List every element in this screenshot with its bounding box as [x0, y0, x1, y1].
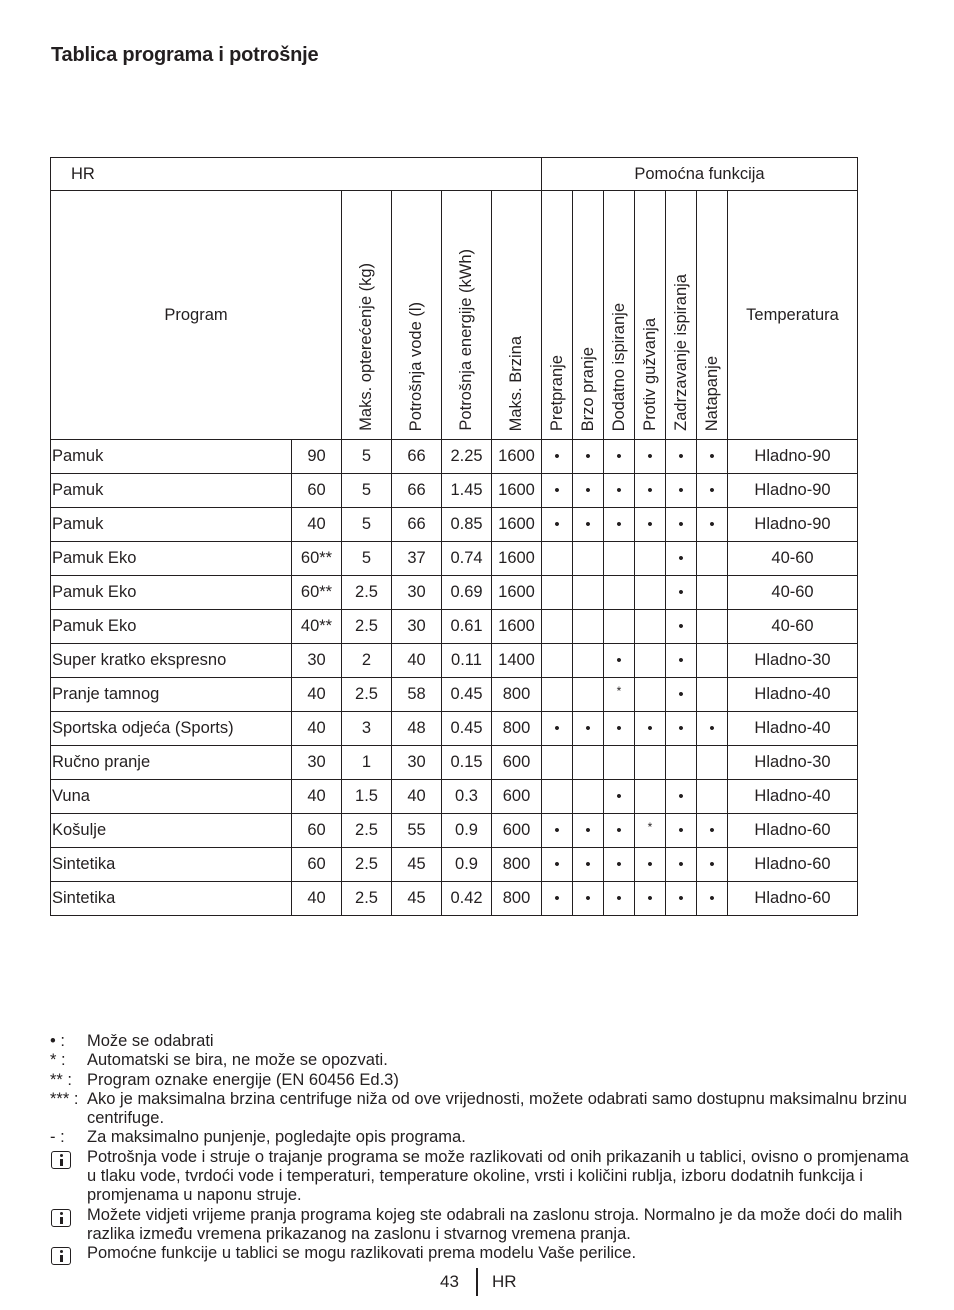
aux-function-cell [697, 576, 728, 610]
temperature-range-cell: Hladno-90 [728, 440, 858, 474]
aux-function-cell [604, 440, 635, 474]
page-title: Tablica programa i potrošnje [51, 44, 319, 66]
note-text: Pomoćne funkcije u tablici se mogu razlikovati prema modelu Vaše perilice. [87, 1244, 637, 1263]
selectable-mark: • [554, 448, 560, 465]
program-name-cell: Košulje [51, 814, 292, 848]
aux-function-cell [635, 474, 666, 508]
selectable-mark: • [678, 550, 684, 567]
aux-function-cell [635, 576, 666, 610]
note-text: Za maksimalno punjenje, pogledajte opis programa. [87, 1128, 466, 1147]
selectable-mark: • [554, 890, 560, 907]
selectable-mark: • [678, 448, 684, 465]
selectable-mark: • [585, 822, 591, 839]
energy-cell: 0.9 [442, 814, 492, 848]
aux-function-cell [542, 542, 573, 576]
note-marker: ** : [50, 1070, 73, 1089]
note-text: Potrošnja vode i struje o trajanje programa se može razlikovati od onih prikazanih u tablici, ovisno o promjenama u tlaku vode, tvrdoći vode i temperaturi, temperature okoline, vrsti i količini rublja, izboru dodatnih funkcija i promjenama u naponu struje. [87, 1147, 909, 1205]
water-cell: 66 [392, 440, 442, 474]
selectable-mark: • [709, 720, 715, 737]
temperature-range-cell: Hladno-30 [728, 746, 858, 780]
legend-note [50, 1128, 910, 1147]
quick-wash-header: Brzo pranje [578, 346, 597, 431]
water-cell: 30 [392, 576, 442, 610]
water-cell: 48 [392, 712, 442, 746]
max-load-cell: 1 [342, 746, 392, 780]
selectable-mark: • [678, 788, 684, 805]
aux-function-cell [604, 780, 635, 814]
aux-function-header: Pomoćna funkcija [542, 158, 858, 191]
aux-function-cell [604, 848, 635, 882]
aux-function-cell [635, 848, 666, 882]
table-row [51, 508, 858, 542]
table-row [51, 746, 858, 780]
energy-cell: 0.61 [442, 610, 492, 644]
aux-function-cell [573, 610, 604, 644]
selectable-mark: • [616, 890, 622, 907]
aux-function-cell [542, 848, 573, 882]
max-load-cell: 5 [342, 542, 392, 576]
aux-function-cell [542, 610, 573, 644]
aux-function-cell [635, 678, 666, 712]
aux-function-cell [697, 644, 728, 678]
note-icon-slot [50, 1206, 87, 1245]
selectable-mark: • [647, 720, 653, 737]
max-load-cell: 2.5 [342, 814, 392, 848]
aux-function-cell [635, 440, 666, 474]
speed-cell: 600 [492, 746, 542, 780]
program-temp-cell: 40 [292, 780, 342, 814]
temperature-range-cell: Hladno-90 [728, 508, 858, 542]
aux-function-cell [666, 508, 697, 542]
aux-function-cell [542, 814, 573, 848]
legend-note [50, 1206, 910, 1245]
note-marker: • : [50, 1032, 65, 1050]
selectable-mark: • [616, 720, 622, 737]
speed-cell: 600 [492, 814, 542, 848]
speed-cell: 1600 [492, 610, 542, 644]
program-name-cell: Pamuk [51, 474, 292, 508]
water-cell: 45 [392, 882, 442, 916]
max-load-cell: 5 [342, 508, 392, 542]
program-name-cell: Pamuk Eko [51, 576, 292, 610]
max-load-header: Maks. opterećenje (kg) [357, 263, 375, 431]
selectable-mark: • [709, 890, 715, 907]
selectable-mark: • [678, 618, 684, 635]
aux-function-cell [542, 440, 573, 474]
table-row [51, 882, 858, 916]
speed-cell: 800 [492, 678, 542, 712]
selectable-mark: • [678, 856, 684, 873]
selectable-mark: • [554, 516, 560, 533]
energy-cell: 0.42 [442, 882, 492, 916]
note-text: Možete vidjeti vrijeme pranja programa kojeg ste odabrali na zaslonu stroja. Normalno je da može doći do malih razlika između vremena prikazanog na zaslonu i stvarnog vremena pranja. [87, 1205, 903, 1243]
selectable-mark: • [616, 482, 622, 499]
aux-function-cell [666, 610, 697, 644]
aux-function-cell [573, 576, 604, 610]
aux-function-cell [542, 508, 573, 542]
table-row [51, 576, 858, 610]
max-speed-header: Maks. Brzina [507, 335, 525, 431]
info-icon [51, 1209, 71, 1227]
speed-cell: 1600 [492, 508, 542, 542]
table-row [51, 814, 858, 848]
selectable-mark: • [709, 448, 715, 465]
aux-function-cell [635, 610, 666, 644]
max-load-cell: 3 [342, 712, 392, 746]
program-name-cell: Sintetika [51, 848, 292, 882]
water-cell: 30 [392, 610, 442, 644]
selectable-mark: • [585, 856, 591, 873]
aux-function-cell [697, 610, 728, 644]
aux-function-cell [542, 780, 573, 814]
selectable-mark: • [678, 516, 684, 533]
aux-function-cell [604, 712, 635, 746]
aux-function-cell [697, 712, 728, 746]
temperature-range-cell: Hladno-60 [728, 882, 858, 916]
max-load-cell: 2.5 [342, 576, 392, 610]
selectable-mark: • [585, 482, 591, 499]
selectable-mark: • [678, 652, 684, 669]
temperature-range-cell: Hladno-60 [728, 814, 858, 848]
selectable-mark: • [709, 822, 715, 839]
selectable-mark: • [647, 448, 653, 465]
program-header: Program [51, 191, 342, 440]
program-temp-cell: 90 [292, 440, 342, 474]
selectable-mark: • [647, 516, 653, 533]
note-text: Automatski se bira, ne može se opozvati. [87, 1051, 388, 1070]
program-name-cell: Pamuk Eko [51, 542, 292, 576]
aux-function-cell [573, 542, 604, 576]
note-marker: * : [50, 1051, 66, 1070]
program-temp-cell: 60 [292, 474, 342, 508]
prewash-header: Pretpranje [547, 354, 566, 431]
aux-function-cell [697, 474, 728, 508]
program-temp-cell: 60 [292, 814, 342, 848]
legend-note [50, 1051, 910, 1070]
program-name-cell: Ručno pranje [51, 746, 292, 780]
water-cell: 40 [392, 644, 442, 678]
selectable-mark: • [709, 482, 715, 499]
aux-function-cell [573, 712, 604, 746]
aux-function-cell [666, 542, 697, 576]
temperature-range-cell: Hladno-90 [728, 474, 858, 508]
temperature-header: Temperatura [728, 191, 858, 440]
water-cell: 55 [392, 814, 442, 848]
program-temp-cell: 40 [292, 508, 342, 542]
rinse-hold-header: Zadrzavanje ispiranja [671, 274, 690, 431]
table-row [51, 712, 858, 746]
aux-function-cell [604, 746, 635, 780]
aux-function-cell [697, 814, 728, 848]
aux-function-cell [573, 508, 604, 542]
aux-function-cell [697, 508, 728, 542]
water-cell: 37 [392, 542, 442, 576]
aux-function-cell [542, 746, 573, 780]
aux-function-cell [604, 610, 635, 644]
legend-note [50, 1032, 910, 1051]
temperature-range-cell: Hladno-40 [728, 712, 858, 746]
aux-function-cell [697, 542, 728, 576]
max-load-cell: 2.5 [342, 882, 392, 916]
auto-mark: * [647, 820, 653, 834]
page-number: 43 [440, 1272, 459, 1291]
note-icon-slot [50, 1244, 87, 1267]
aux-function-cell [635, 712, 666, 746]
legend-note [50, 1244, 910, 1267]
aux-function-cell [542, 644, 573, 678]
program-temp-cell: 40 [292, 678, 342, 712]
selectable-mark: • [616, 788, 622, 805]
program-name-cell: Pamuk Eko [51, 610, 292, 644]
legend-note [50, 1090, 910, 1129]
program-temp-cell: 40** [292, 610, 342, 644]
aux-function-cell [604, 508, 635, 542]
anti-crease-header: Protiv gužvanja [640, 318, 659, 431]
energy-cell: 0.45 [442, 678, 492, 712]
energy-cell: 0.15 [442, 746, 492, 780]
aux-function-cell [604, 576, 635, 610]
max-load-cell: 2.5 [342, 848, 392, 882]
water-cell: 66 [392, 508, 442, 542]
note-marker: - : [50, 1128, 65, 1147]
energy-cell: 0.69 [442, 576, 492, 610]
selectable-mark: • [554, 482, 560, 499]
max-load-cell: 5 [342, 440, 392, 474]
table-row [51, 610, 858, 644]
program-name-cell: Sportska odjeća (Sports) [51, 712, 292, 746]
auto-mark: * [616, 684, 622, 698]
aux-function-cell [635, 882, 666, 916]
aux-function-cell [542, 882, 573, 916]
note-text: Može se odabrati [87, 1032, 214, 1050]
selectable-mark: • [678, 890, 684, 907]
aux-function-cell [666, 780, 697, 814]
aux-function-cell [635, 644, 666, 678]
program-name-cell: Pamuk [51, 508, 292, 542]
speed-cell: 1400 [492, 644, 542, 678]
aux-function-cell [573, 746, 604, 780]
max-load-cell: 5 [342, 474, 392, 508]
aux-function-cell [697, 780, 728, 814]
selectable-mark: • [585, 448, 591, 465]
table-row [51, 440, 858, 474]
selectable-mark: • [554, 822, 560, 839]
program-name-cell: Sintetika [51, 882, 292, 916]
aux-function-cell [666, 440, 697, 474]
program-name-cell: Vuna [51, 780, 292, 814]
energy-cell: 2.25 [442, 440, 492, 474]
selectable-mark: • [616, 822, 622, 839]
speed-cell: 1600 [492, 576, 542, 610]
speed-cell: 1600 [492, 542, 542, 576]
selectable-mark: • [647, 482, 653, 499]
temperature-range-cell: Hladno-40 [728, 678, 858, 712]
note-icon-slot [50, 1148, 87, 1206]
program-temp-cell: 30 [292, 746, 342, 780]
aux-function-cell [697, 440, 728, 474]
aux-function-cell [542, 474, 573, 508]
aux-function-cell [666, 848, 697, 882]
aux-function-cell [573, 440, 604, 474]
table-row [51, 474, 858, 508]
energy-cell: 0.85 [442, 508, 492, 542]
selectable-mark: • [678, 686, 684, 703]
selectable-mark: • [709, 856, 715, 873]
program-name-cell: Super kratko ekspresno [51, 644, 292, 678]
program-temp-cell: 30 [292, 644, 342, 678]
selectable-mark: • [709, 516, 715, 533]
water-consumption-header: Potrošnja vode (l) [407, 301, 425, 431]
aux-function-cell [604, 814, 635, 848]
max-load-cell: 2.5 [342, 610, 392, 644]
aux-function-cell [666, 882, 697, 916]
info-icon [51, 1151, 71, 1169]
table-row [51, 780, 858, 814]
program-temp-cell: 60** [292, 576, 342, 610]
energy-cell: 1.45 [442, 474, 492, 508]
selectable-mark: • [678, 482, 684, 499]
water-cell: 58 [392, 678, 442, 712]
selectable-mark: • [647, 890, 653, 907]
speed-cell: 600 [492, 780, 542, 814]
speed-cell: 1600 [492, 440, 542, 474]
energy-cell: 0.74 [442, 542, 492, 576]
max-load-cell: 2.5 [342, 678, 392, 712]
legend-note [50, 1071, 910, 1090]
extra-rinse-header: Dodatno ispiranje [609, 302, 628, 431]
selectable-mark: • [678, 822, 684, 839]
aux-function-cell [573, 780, 604, 814]
aux-function-cell [573, 848, 604, 882]
water-cell: 40 [392, 780, 442, 814]
soak-header: Natapanje [702, 355, 721, 431]
aux-function-cell [573, 644, 604, 678]
aux-function-cell [697, 882, 728, 916]
aux-function-cell [542, 678, 573, 712]
program-temp-cell: 40 [292, 712, 342, 746]
selectable-mark: • [616, 652, 622, 669]
note-text: Program oznake energije (EN 60456 Ed.3) [87, 1070, 399, 1089]
info-icon [51, 1247, 71, 1265]
aux-function-cell [666, 746, 697, 780]
temperature-range-cell: 40-60 [728, 610, 858, 644]
aux-function-cell [697, 746, 728, 780]
energy-cell: 0.3 [442, 780, 492, 814]
water-cell: 66 [392, 474, 442, 508]
aux-function-cell [666, 576, 697, 610]
speed-cell: 800 [492, 712, 542, 746]
footer-divider [476, 1268, 478, 1296]
energy-cell: 0.45 [442, 712, 492, 746]
program-name-cell: Pranje tamnog [51, 678, 292, 712]
aux-function-cell [666, 474, 697, 508]
energy-cell: 0.11 [442, 644, 492, 678]
footer-language: HR [492, 1272, 517, 1291]
table-row [51, 848, 858, 882]
aux-function-cell [604, 474, 635, 508]
selectable-mark: • [616, 516, 622, 533]
aux-function-cell [542, 576, 573, 610]
program-temp-cell: 40 [292, 882, 342, 916]
selectable-mark: • [678, 584, 684, 601]
program-temp-cell: 60** [292, 542, 342, 576]
temperature-range-cell: 40-60 [728, 576, 858, 610]
temperature-range-cell: Hladno-60 [728, 848, 858, 882]
selectable-mark: • [585, 720, 591, 737]
aux-function-cell [666, 678, 697, 712]
aux-function-cell [573, 678, 604, 712]
aux-function-cell [666, 814, 697, 848]
aux-function-cell [573, 474, 604, 508]
energy-cell: 0.9 [442, 848, 492, 882]
max-load-cell: 2 [342, 644, 392, 678]
aux-function-cell [604, 882, 635, 916]
water-cell: 30 [392, 746, 442, 780]
aux-function-cell [604, 644, 635, 678]
selectable-mark: • [554, 856, 560, 873]
temperature-range-cell: Hladno-40 [728, 780, 858, 814]
program-table [50, 157, 858, 916]
aux-function-cell [635, 542, 666, 576]
aux-function-cell [697, 848, 728, 882]
selectable-mark: • [585, 516, 591, 533]
aux-function-cell [604, 678, 635, 712]
aux-function-cell [666, 712, 697, 746]
energy-consumption-header: Potrošnja energije (kWh) [457, 249, 475, 431]
temperature-range-cell: Hladno-30 [728, 644, 858, 678]
legend-notes [50, 1032, 910, 1268]
aux-function-cell [573, 814, 604, 848]
aux-function-cell [697, 678, 728, 712]
aux-function-cell [573, 882, 604, 916]
aux-function-cell [635, 508, 666, 542]
table-language-label: HR [51, 158, 542, 191]
legend-note [50, 1148, 910, 1206]
aux-function-cell [666, 644, 697, 678]
aux-function-cell [635, 814, 666, 848]
program-temp-cell: 60 [292, 848, 342, 882]
speed-cell: 800 [492, 882, 542, 916]
table-row [51, 678, 858, 712]
selectable-mark: • [554, 720, 560, 737]
program-name-cell: Pamuk [51, 440, 292, 474]
note-text: Ako je maksimalna brzina centrifuge niža od ove vrijednosti, možete odabrati samo dostupnu maksimalnu brzinu centrifuge. [87, 1089, 907, 1128]
aux-function-cell [635, 780, 666, 814]
table-row [51, 542, 858, 576]
selectable-mark: • [616, 856, 622, 873]
note-marker: *** : [50, 1089, 79, 1108]
selectable-mark: • [647, 856, 653, 873]
table-row [51, 644, 858, 678]
max-load-cell: 1.5 [342, 780, 392, 814]
aux-function-cell [635, 746, 666, 780]
selectable-mark: • [616, 448, 622, 465]
selectable-mark: • [585, 890, 591, 907]
aux-function-cell [604, 542, 635, 576]
temperature-range-cell: 40-60 [728, 542, 858, 576]
aux-function-cell [542, 712, 573, 746]
speed-cell: 800 [492, 848, 542, 882]
selectable-mark: • [678, 720, 684, 737]
speed-cell: 1600 [492, 474, 542, 508]
water-cell: 45 [392, 848, 442, 882]
